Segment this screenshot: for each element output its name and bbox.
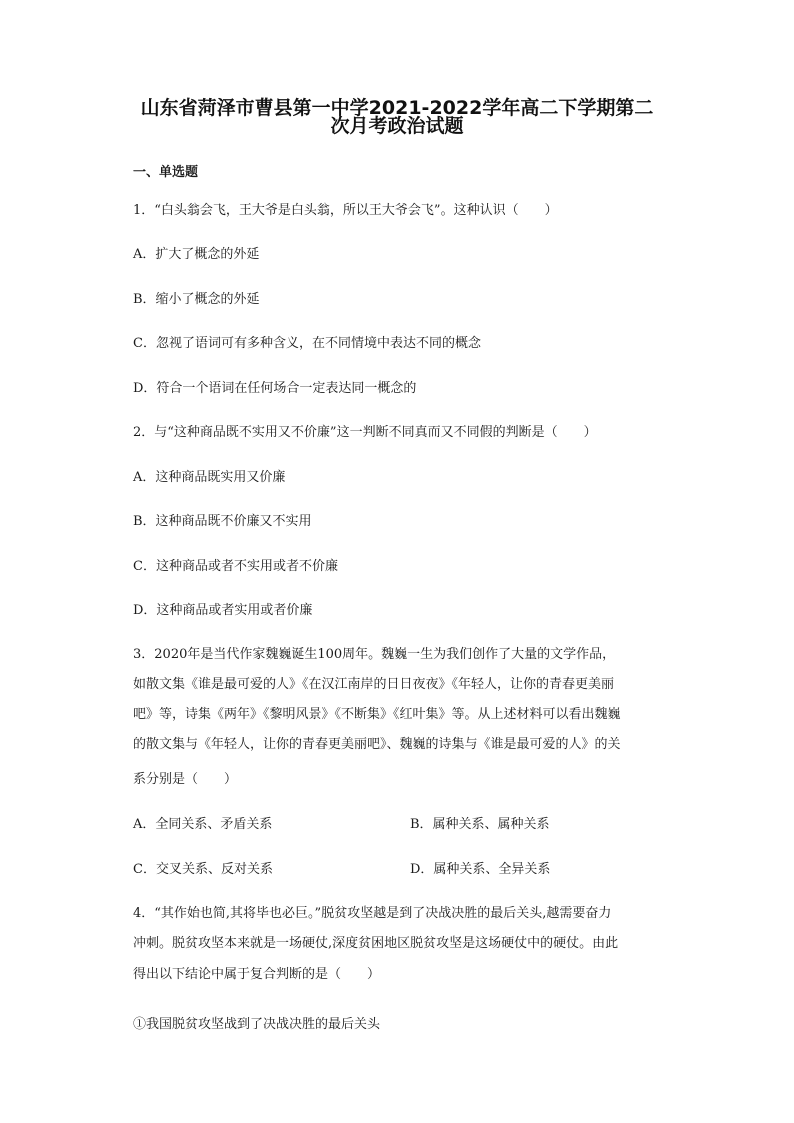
question-1-option-a: A．扩大了概念的外延 — [133, 247, 260, 262]
question-3-line: 3．2020年是当代作家魏巍诞生100周年。魏巍一生为我们创作了大量的文学作品， — [133, 647, 616, 662]
question-2-option-d: D．这种商品或者实用或者价廉 — [133, 603, 313, 618]
question-3-option-a: A．全同关系、矛盾关系 — [133, 817, 273, 832]
question-2-stem: 2．与“这种商品既不实用又不价廉”这一判断不同真而又不同假的判断是（ ） — [133, 425, 597, 440]
question-2-option-b: B．这种商品既不价廉又不实用 — [133, 514, 312, 529]
question-2-option-c: C．这种商品或者不实用或者不价廉 — [133, 559, 338, 574]
document-title-line1: 山东省菏泽市曹县第一中学2021-2022学年高二下学期第二 — [140, 97, 654, 119]
question-3-line: 系分别是（ ） — [133, 772, 238, 787]
question-4-line: 得出以下结论中属于复合判断的是（ ） — [133, 967, 381, 982]
question-3-option-b: B．属种关系、属种关系 — [410, 817, 550, 832]
question-3-line: 的散文集与《年轻人，让你的青春更美丽吧》、魏巍的诗集与《谁是最可爱的人》的关 — [133, 737, 621, 752]
question-3-line: 吧》等，诗集《两年》《黎明风景》《不断集》《红叶集》等。从上述材料可以看出魏巍 — [133, 707, 621, 722]
question-4-line: 冲刺。脱贫攻坚本来就是一场硬仗,深度贫困地区脱贫攻坚是这场硬仗中的硬仗。由此 — [133, 936, 619, 951]
question-3-option-c: C．交叉关系、反对关系 — [133, 862, 273, 877]
question-4-line: 4．“其作始也简,其将毕也必巨。”脱贫攻坚越是到了决战决胜的最后关头,越需要奋力 — [133, 906, 612, 921]
question-1-option-d: D．符合一个语词在任何场合一定表达同一概念的 — [133, 381, 417, 396]
question-4-item-1: ①我国脱贫攻坚战到了决战决胜的最后关头 — [133, 1017, 381, 1032]
question-1-stem: 1．“白头翁会飞，王大爷是白头翁，所以王大爷会飞”。这种认识（ ） — [133, 203, 558, 218]
question-3-option-d: D．属种关系、全异关系 — [410, 862, 551, 877]
question-1-option-c: C．忽视了语词可有多种含义，在不同情境中表达不同的概念 — [133, 336, 481, 351]
document-title-line2: 次月考政治试题 — [330, 115, 464, 137]
section-heading: 一、单选题 — [133, 165, 199, 180]
question-3-line: 如散文集《谁是最可爱的人》《在汉江南岸的日日夜夜》《年轻人，让你的青春更美丽 — [133, 677, 615, 692]
question-1-option-b: B．缩小了概念的外延 — [133, 292, 260, 307]
question-2-option-a: A．这种商品既实用又价廉 — [133, 470, 286, 485]
